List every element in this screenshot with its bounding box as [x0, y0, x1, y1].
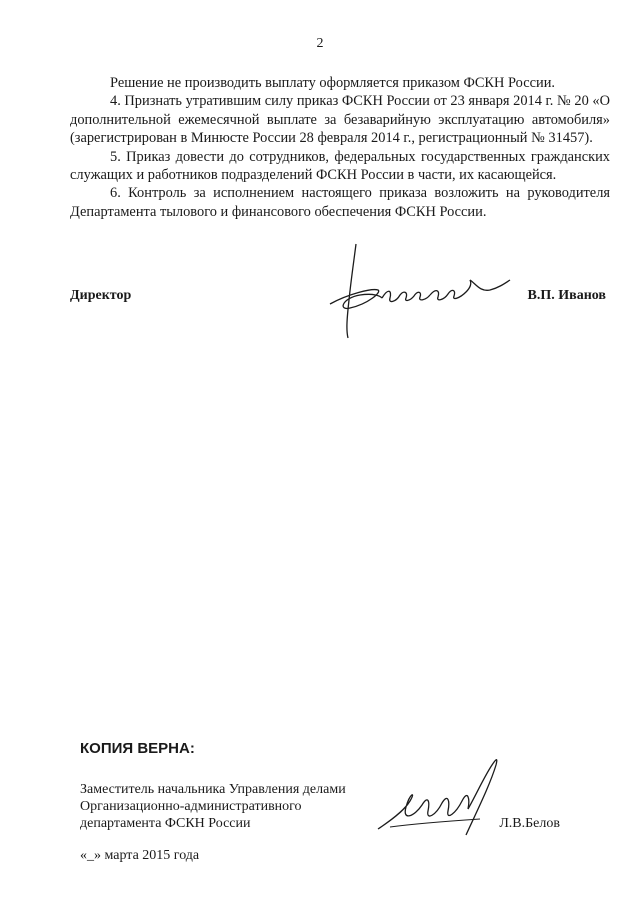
order-body [70, 74, 610, 221]
deputy-position-line: Организационно-административного [80, 799, 302, 814]
copy-certification [80, 740, 600, 832]
deputy-signature [370, 751, 510, 841]
deputy-position-line: Заместитель начальника Управления делами [80, 782, 346, 797]
deputy-position-line: департамента ФСКН России [80, 816, 251, 831]
director-signature [320, 240, 530, 340]
director-title: Директор [70, 288, 132, 303]
paragraph-6-control: 6. Контроль за исполнением настоящего приказа возложить на руководителя Департамента тылового и финансового обеспечения ФСКН России. [70, 185, 610, 220]
paragraph-payment-decision: Решение не производить выплату оформляется приказом ФСКН России. [110, 75, 555, 91]
page-number: 2 [316, 36, 324, 51]
director-signature-block [70, 280, 610, 340]
paragraph-5-notify: 5. Приказ довести до сотрудников, федеральных государственных гражданских служащих и работников подразделений ФСКН России в части, их касающейся. [70, 148, 610, 184]
deputy-position [80, 781, 600, 832]
paragraph-4-repeal: 4. Признать утратившим силу приказ ФСКН России от 23 января 2014 г. № 20 «О дополнительной ежемесячной выплате за безаварийную эксплуатацию автомобиля» (зарегистрирован в Минюсте России 28 февраля 2014 г., регистрационный № 31457). [70, 93, 610, 147]
deputy-name: Л.В.Белов [499, 816, 560, 831]
copy-certified-label: КОПИЯ ВЕРНА: [80, 740, 195, 757]
certification-date: «_» марта 2015 года [80, 848, 200, 863]
director-name: В.П. Иванов [527, 288, 606, 303]
